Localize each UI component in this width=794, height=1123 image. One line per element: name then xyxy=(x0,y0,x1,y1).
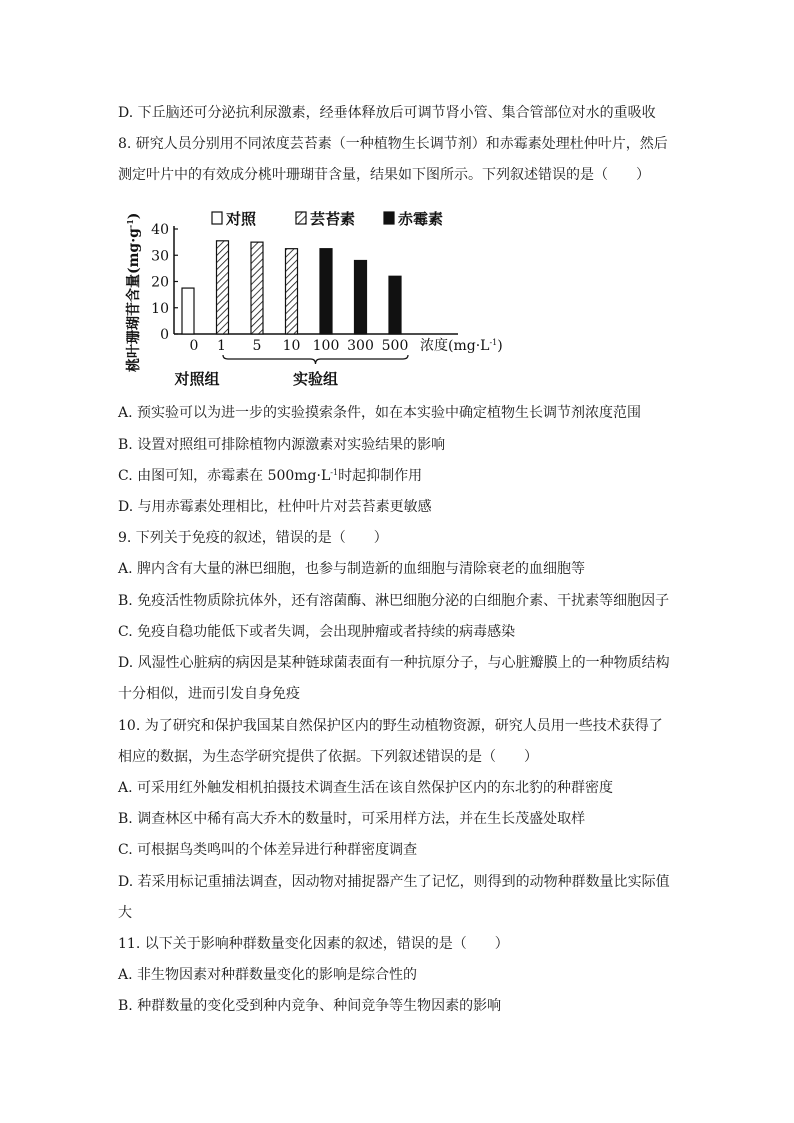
q8-option-c-tail: 时起抑制作用 xyxy=(338,468,423,484)
legend-gibberellin-swatch xyxy=(384,212,394,224)
q8-stem-line2: 测定叶片中的有效成分桃叶珊瑚苷含量，结果如下图所示。下列叙述错误的是（ ） xyxy=(118,167,650,183)
q9-stem: 9. 下列关于免疫的叙述，错误的是（ ） xyxy=(118,530,388,546)
q11-option-b: B. 种群数量的变化受到种内竞争、种间竞争等生物因素的影响 xyxy=(118,998,502,1014)
x-tick-label: 0 xyxy=(189,338,199,354)
legend-control-label: 对照 xyxy=(226,210,257,228)
legend-control-swatch xyxy=(212,212,222,224)
q9-option-c: C. 免疫自稳功能低下或者失调，会出现肿瘤或者持续的病毒感染 xyxy=(118,624,516,640)
q10-option-c: C. 可根据鸟类鸣叫的个体差异进行种群密度调查 xyxy=(118,842,418,858)
x-tick-label: 300 xyxy=(347,338,374,354)
x-axis-title: 浓度$(mg\cdot L^{-1})$ xyxy=(420,338,503,354)
bar-1 xyxy=(217,241,229,334)
legend-brassinolide-label: 芸苔素 xyxy=(310,210,356,228)
bar-5 xyxy=(251,242,263,334)
q8-option-c xyxy=(118,466,422,486)
q10-option-d-line2: 大 xyxy=(118,905,132,921)
group-label-experiment: 实验组 xyxy=(292,370,339,388)
y-tick-label: 0 xyxy=(160,327,169,343)
q11-stem: 11. 以下关于影响种群数量变化因素的叙述，错误的是（ ） xyxy=(118,936,509,952)
y-tick-label: 30 xyxy=(151,248,169,265)
y-tick-label: 20 xyxy=(151,274,169,291)
q8-option-d: D. 与用赤霉素处理相比，杜仲叶片对芸苔素更敏感 xyxy=(118,499,432,515)
y-axis-title: 桃叶珊瑚苷含量$(mg\cdot g^{-1})$ xyxy=(125,212,142,372)
q11-option-a: A. 非生物因素对种群数量变化的影响是综合性的 xyxy=(118,967,418,983)
q9-option-b: B. 免疫活性物质除抗体外，还有溶菌酶、淋巴细胞分泌的白细胞介素、干扰素等细胞因子 xyxy=(118,593,670,609)
x-tick-label: 10 xyxy=(282,338,301,354)
group-label-control: 对照组 xyxy=(174,370,220,388)
q8-option-c-sup: -1 xyxy=(330,468,339,477)
q10-stem-line1: 10. 为了研究和保护我国某自然保护区内的野生动植物资源，研究人员用一些技术获得了 xyxy=(118,718,663,734)
q8-option-a: A. 预实验可以为进一步的实验摸索条件，如在本实验中确定植物生长调节剂浓度范围 xyxy=(118,405,642,421)
x-tick-label: 100 xyxy=(312,338,340,354)
q9-option-d-line2: 十分相似，进而引发自身免疫 xyxy=(118,686,300,702)
bar-0 xyxy=(182,288,194,334)
q10-option-b: B. 调查林区中稀有高大乔木的数量时，可采用样方法，并在生长茂盛处取样 xyxy=(118,811,586,827)
q9-option-a: A. 脾内含有大量的淋巴细胞，也参与制造新的血细胞与清除衰老的血细胞等 xyxy=(118,561,586,577)
q8-stem-line1: 8. 研究人员分别用不同浓度芸苔素（一种植物生长调节剂）和赤霉素处理杜仲叶片，然后 xyxy=(118,136,668,152)
bar-chart xyxy=(120,196,540,392)
q10-option-a: A. 可采用红外触发相机拍摄技术调查生活在该自然保护区内的东北豹的种群密度 xyxy=(118,780,614,796)
q10-stem-line2: 相应的数据，为生态学研究提供了依据。下列叙述错误的是（ ） xyxy=(118,749,538,765)
bar-10 xyxy=(286,249,298,334)
x-tick-label: 1 xyxy=(217,338,226,354)
bar-300 xyxy=(355,261,367,335)
x-tick-label: 500 xyxy=(381,338,409,354)
y-tick-label: 40 xyxy=(151,222,169,238)
q8-option-c-text: C. 由图可知，赤霉素在 500mg·L xyxy=(118,468,331,484)
bar-100 xyxy=(320,249,332,334)
legend-brassinolide-swatch xyxy=(296,212,306,224)
bar-500 xyxy=(389,276,401,334)
group-bracket xyxy=(223,355,408,364)
q9-option-d-line1: D. 风湿性心脏病的病因是某种链球菌表面有一种抗原分子，与心脏瓣膜上的一种物质结构 xyxy=(118,655,670,671)
y-tick-label: 10 xyxy=(151,300,169,317)
q7-option-d: D. 下丘脑还可分泌抗利尿激素，经垂体释放后可调节肾小管、集合管部位对水的重吸收 xyxy=(118,105,656,121)
x-tick-label: 5 xyxy=(252,338,262,354)
q8-option-b: B. 设置对照组可排除植物内源激素对实验结果的影响 xyxy=(118,437,446,453)
q10-option-d-line1: D. 若采用标记重捕法调查，因动物对捕捉器产生了记忆，则得到的动物种群数量比实际值 xyxy=(118,874,670,890)
legend-gibberellin-label: 赤霉素 xyxy=(398,210,444,228)
